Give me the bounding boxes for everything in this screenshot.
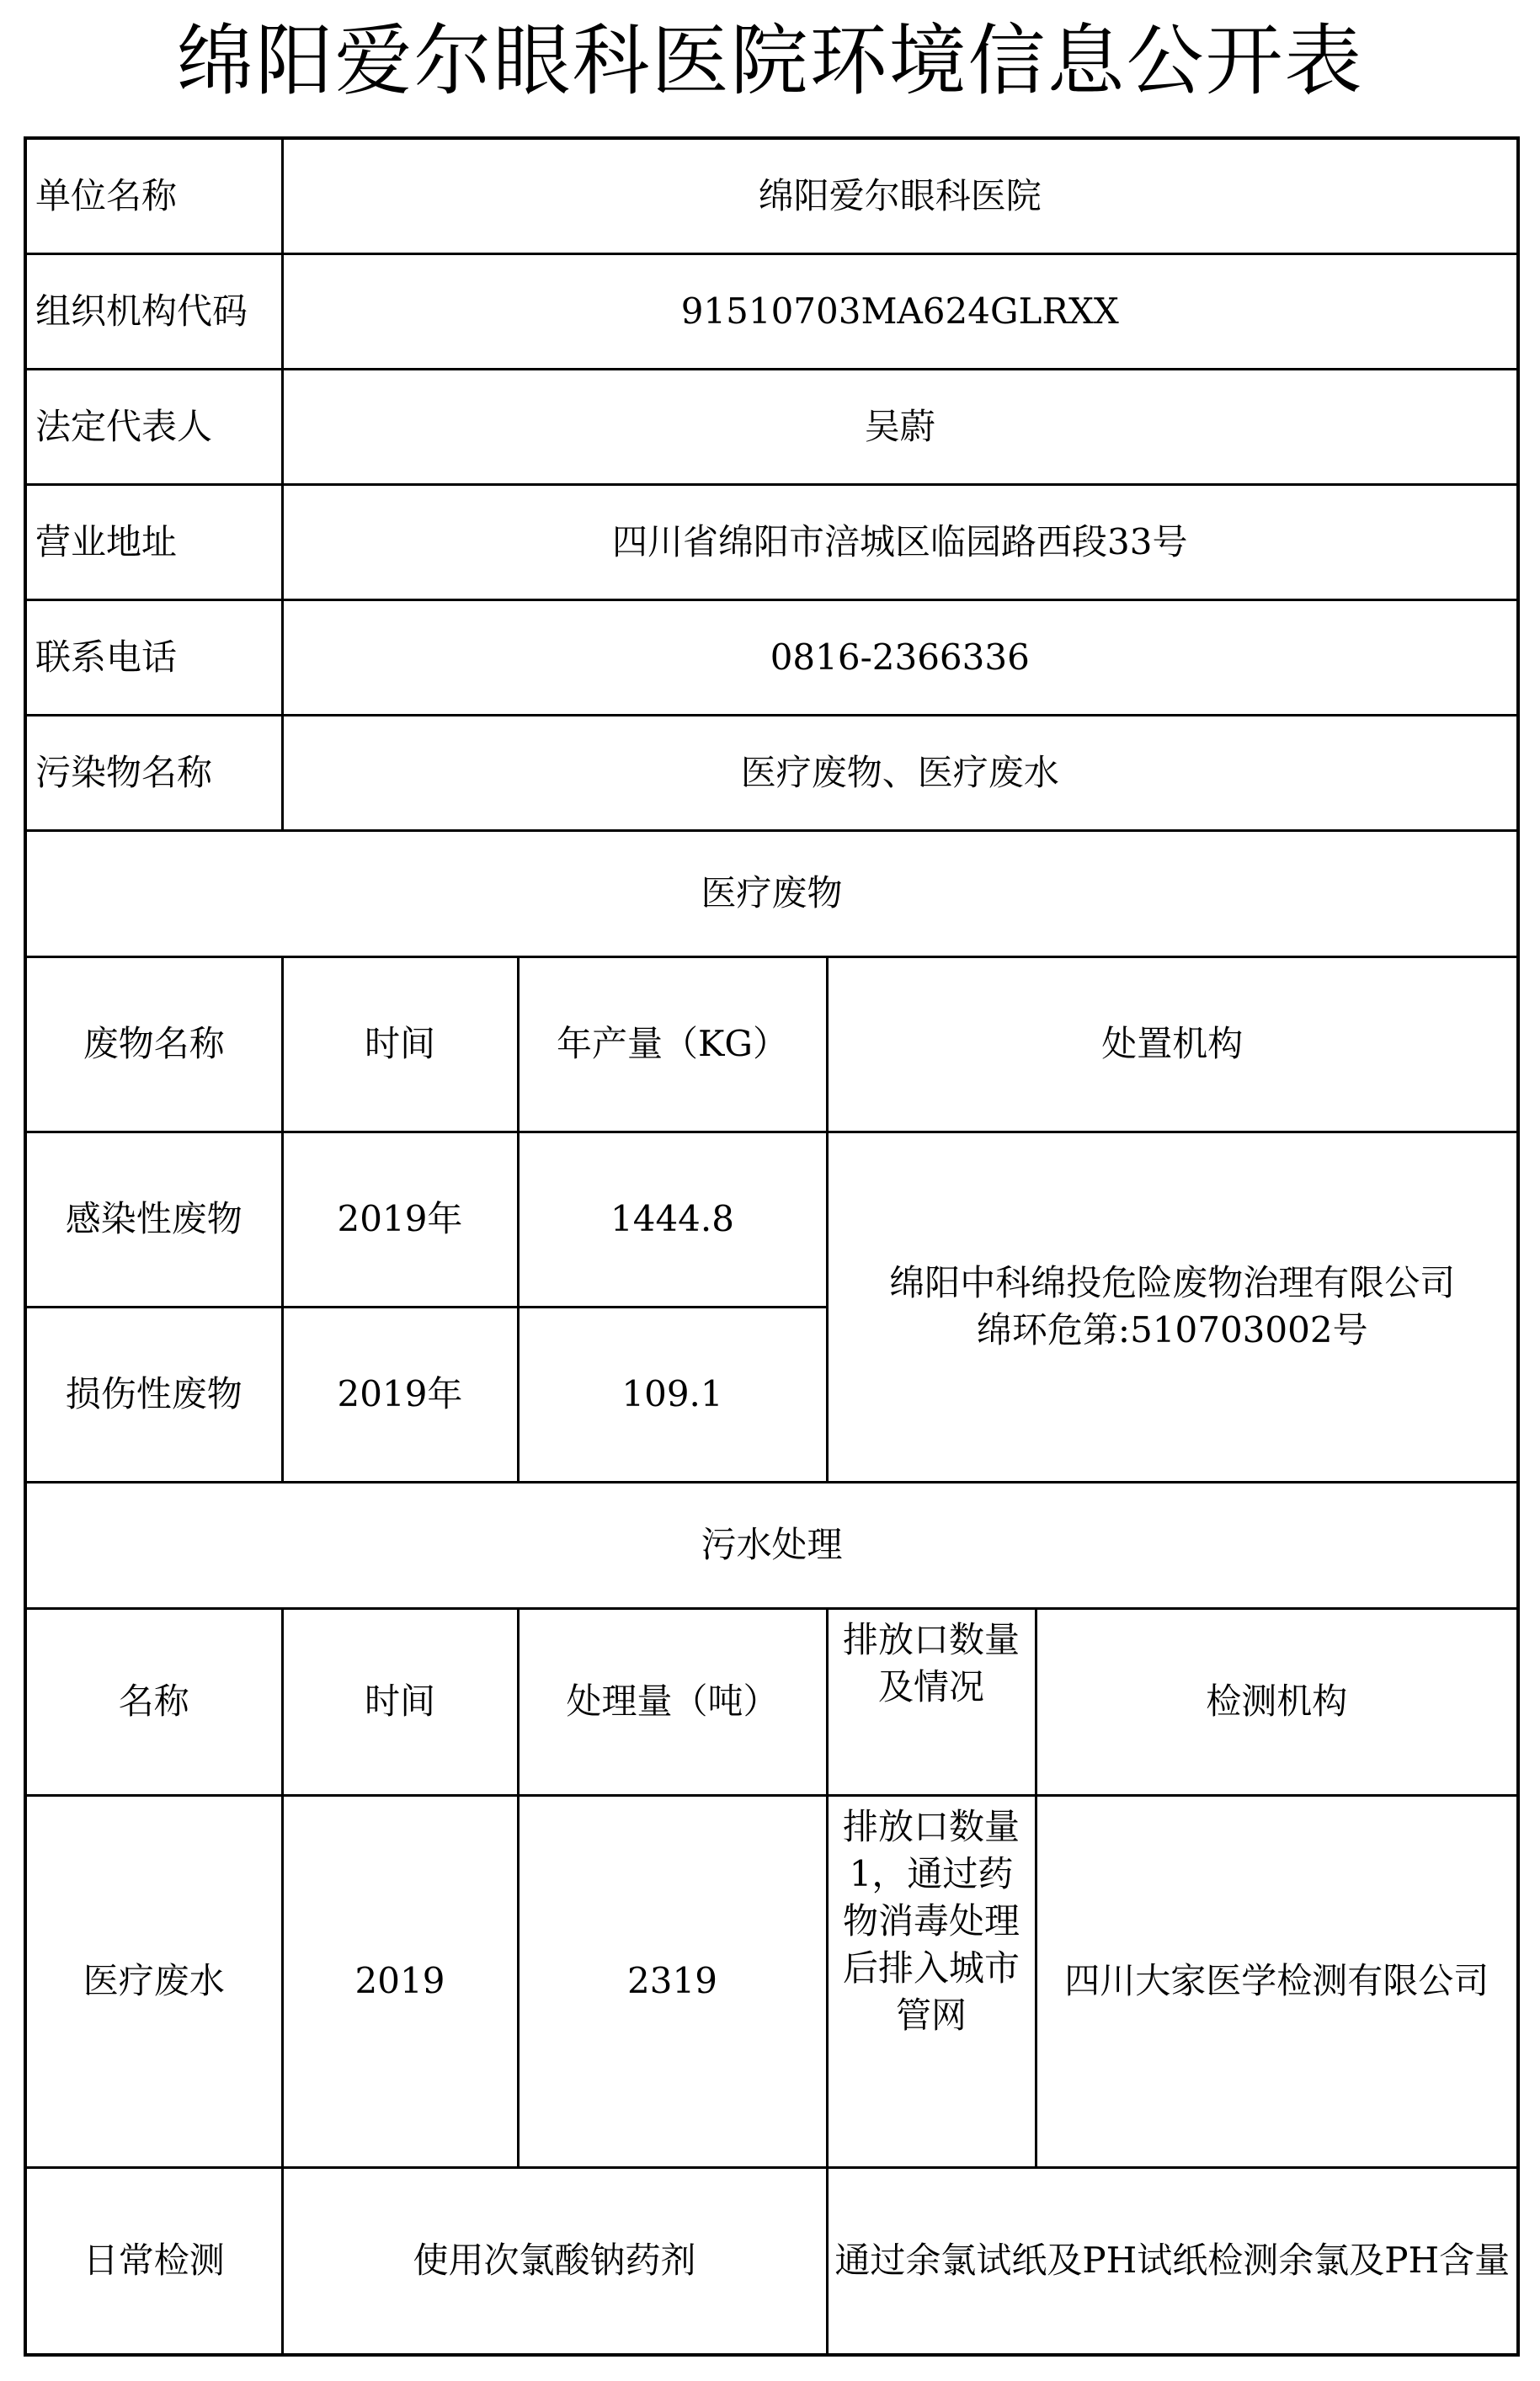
medical-waste-header-row — [25, 956, 1518, 1132]
daily-test-agent: 使用次氯酸钠药剂 — [282, 2167, 827, 2355]
info-label: 单位名称 — [25, 138, 282, 253]
info-row-phone — [25, 599, 1518, 715]
time-cell: 2019年 — [282, 1132, 518, 1307]
table-row — [25, 1132, 1518, 1307]
info-value: 医疗废物、医疗废水 — [282, 715, 1518, 830]
column-header: 处理量（吨） — [518, 1608, 827, 1795]
info-row-org-code — [25, 253, 1518, 369]
info-value: 91510703MA624GLRXX — [282, 253, 1518, 369]
testing-org-cell: 四川大家医学检测有限公司 — [1036, 1795, 1518, 2167]
amount-cell: 109.1 — [518, 1307, 827, 1482]
info-value: 吴蔚 — [282, 369, 1518, 484]
sewage-name-cell: 医疗废水 — [25, 1795, 282, 2167]
column-header: 废物名称 — [25, 956, 282, 1132]
column-header: 名称 — [25, 1608, 282, 1795]
sewage-header-row — [25, 1608, 1518, 1795]
info-label: 污染物名称 — [25, 715, 282, 830]
info-row-legal-rep — [25, 369, 1518, 484]
info-label: 联系电话 — [25, 599, 282, 715]
amount-cell: 2319 — [518, 1795, 827, 2167]
time-cell: 2019 — [282, 1795, 518, 2167]
column-header: 排放口数量 及情况 — [827, 1608, 1036, 1795]
info-value: 0816-2366336 — [282, 599, 1518, 715]
section-title: 污水处理 — [25, 1482, 1518, 1608]
disposal-org-cell: 绵阳中科绵投危险废物治理有限公司 绵环危第:510703002号 — [827, 1132, 1518, 1482]
info-label: 法定代表人 — [25, 369, 282, 484]
section-title: 医疗废物 — [25, 830, 1518, 956]
environment-info-table — [24, 136, 1520, 2357]
waste-name-cell: 损伤性废物 — [25, 1307, 282, 1482]
info-value: 四川省绵阳市涪城区临园路西段33号 — [282, 484, 1518, 599]
time-cell: 2019年 — [282, 1307, 518, 1482]
daily-test-method: 通过余氯试纸及PH试纸检测余氯及PH含量 — [827, 2167, 1518, 2355]
column-header: 时间 — [282, 1608, 518, 1795]
column-header: 时间 — [282, 956, 518, 1132]
info-row-address — [25, 484, 1518, 599]
info-row-unit-name — [25, 138, 1518, 253]
outlet-cell: 排放口数量 1，通过药 物消毒处理 后排入城市 管网 — [827, 1795, 1036, 2167]
page-title: 绵阳爱尔眼科医院环境信息公开表 — [176, 16, 1364, 106]
info-label: 营业地址 — [25, 484, 282, 599]
column-header: 年产量（KG） — [518, 956, 827, 1132]
daily-test-row — [25, 2167, 1518, 2355]
daily-test-label: 日常检测 — [25, 2167, 282, 2355]
column-header: 处置机构 — [827, 956, 1518, 1132]
table-row — [25, 1795, 1518, 2167]
column-header: 检测机构 — [1036, 1608, 1518, 1795]
amount-cell: 1444.8 — [518, 1132, 827, 1307]
medical-waste-section-row — [25, 830, 1518, 956]
info-label: 组织机构代码 — [25, 253, 282, 369]
sewage-section-row — [25, 1482, 1518, 1608]
info-value: 绵阳爱尔眼科医院 — [282, 138, 1518, 253]
waste-name-cell: 感染性废物 — [25, 1132, 282, 1307]
info-row-pollutants — [25, 715, 1518, 830]
